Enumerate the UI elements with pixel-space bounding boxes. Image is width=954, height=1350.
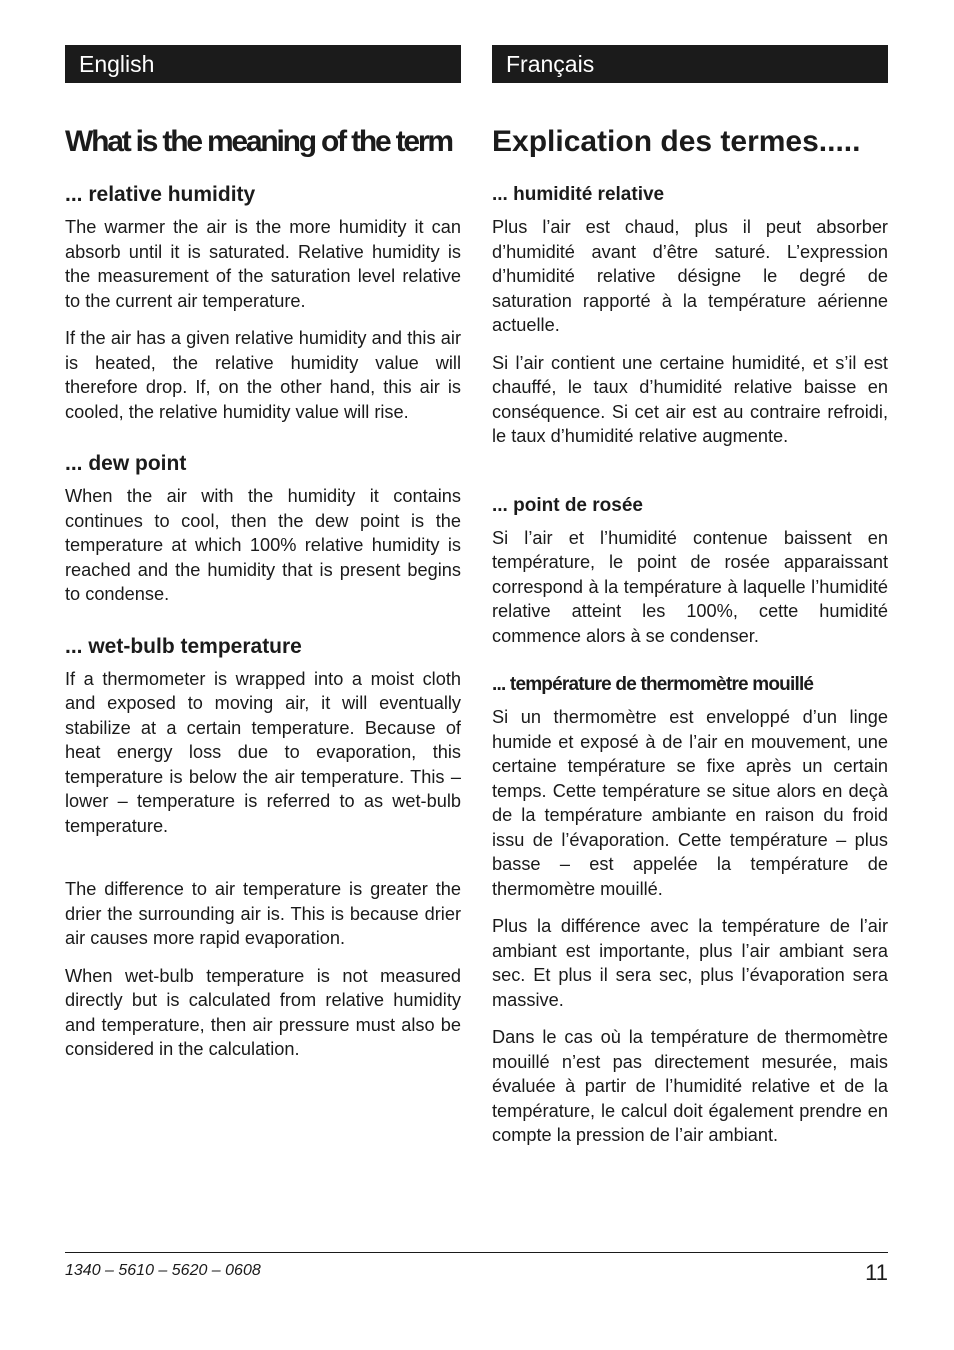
french-paragraph: Dans le cas où la température de thermomètre mouillé n’est pas directement mesurée, mais évaluée à partir de l’humidité relative et de la température, le calcul doit également prendre en compte la pression de l’air ambiant.: [492, 1027, 888, 1145]
document-code: 1340 – 5610 – 5620 – 0608: [65, 1262, 261, 1279]
english-paragraph: The warmer the air is the more humidity it can absorb until it is saturated. Relative humidity is the measurement of the saturation level relative to the current air temperature.: [65, 217, 461, 311]
english-heading-dew-point: ... dew point: [65, 452, 187, 475]
footer-divider: [65, 1252, 888, 1253]
french-section-humidite-relative: [492, 182, 888, 449]
french-heading-humidite-relative: ... humidité relative: [492, 184, 665, 205]
english-paragraph: If the air has a given relative humidity and this air is heated, the relative humidity value will therefore drop. If, on the other hand, this air is cooled, the relative humidity value will rise.: [65, 328, 461, 422]
french-language-bar: Français: [492, 45, 888, 83]
french-paragraph: Si l’air et l’humidité contenue baissent en température, le point de rosée apparaissant correspond à la température à laquelle l’humidité relative atteint les 100%, cette humidité commence alors à se condenser.: [492, 527, 888, 646]
english-heading-relative-humidity: ... relative humidity: [65, 183, 256, 206]
english-page-title: What is the meaning of the term: [65, 125, 452, 158]
french-paragraph: Si l’air contient une certaine humidité, et s’il est chauffé, le taux d’humidité relative baisse en conséquence. Si cet air est au contraire refroidi, le taux d’humidité relative augmente.: [492, 352, 888, 446]
english-paragraph: The difference to air temperature is greater the drier the surrounding air is. This is because drier air causes more rapid evaporation.: [65, 879, 461, 948]
english-section-wet-bulb: [65, 634, 461, 1062]
french-page-title: Explication des termes.....: [492, 125, 861, 158]
english-column: [65, 45, 461, 1075]
french-section-thermometre-mouille: [492, 672, 888, 1148]
french-column: [492, 45, 888, 1161]
french-heading-point-de-rosee: ... point de rosée: [492, 494, 643, 516]
french-paragraph: Plus la différence avec la température de l’air ambiant est importante, plus l’air ambiant sera sec. Et plus il sera sec, plus l’évaporation sera massive.: [492, 916, 888, 1010]
english-heading-wet-bulb: ... wet-bulb temperature: [65, 634, 302, 658]
english-section-dew-point: [65, 451, 461, 607]
french-section-point-de-rosee: [492, 493, 888, 649]
english-paragraph: When wet-bulb temperature is not measured directly but is calculated from relative humidity and temperature, then air pressure must also be considered in the calculation.: [65, 965, 461, 1059]
page-number: 11: [865, 1260, 888, 1285]
english-section-relative-humidity: [65, 182, 461, 424]
french-heading-thermometre-mouille: ... température de thermomètre mouillé: [492, 674, 814, 695]
french-paragraph: Si un thermomètre est enveloppé d’un linge humide et exposé à de l’air en mouvement, une certaine température se fixe après un certain temps. Cette température se situe alors en deçà de la température ambiante en raison du froid issu de l’évaporation. Cette température – plus basse – est appelée la température de thermomètre mouillé.: [492, 707, 888, 899]
french-paragraph: Plus l’air est chaud, plus il peut absorber d’humidité avant d’être saturé. L’expression d’humidité relative désigne le degré de saturation rapporté à la température aérienne actuelle.: [492, 217, 888, 335]
english-paragraph: When the air with the humidity it contains continues to cool, then the dew point is the temperature at which 100% relative humidity is reached and the humidity that is present begins to condense.: [65, 486, 461, 604]
english-language-bar: English: [65, 45, 461, 83]
english-paragraph: If a thermometer is wrapped into a moist cloth and exposed to moving air, it will eventually stabilize at a certain temperature. Because of heat energy loss due to evaporation, this temperature is below the air temperature. This – lower – temperature is referred to as wet-bulb temperature.: [65, 668, 461, 836]
